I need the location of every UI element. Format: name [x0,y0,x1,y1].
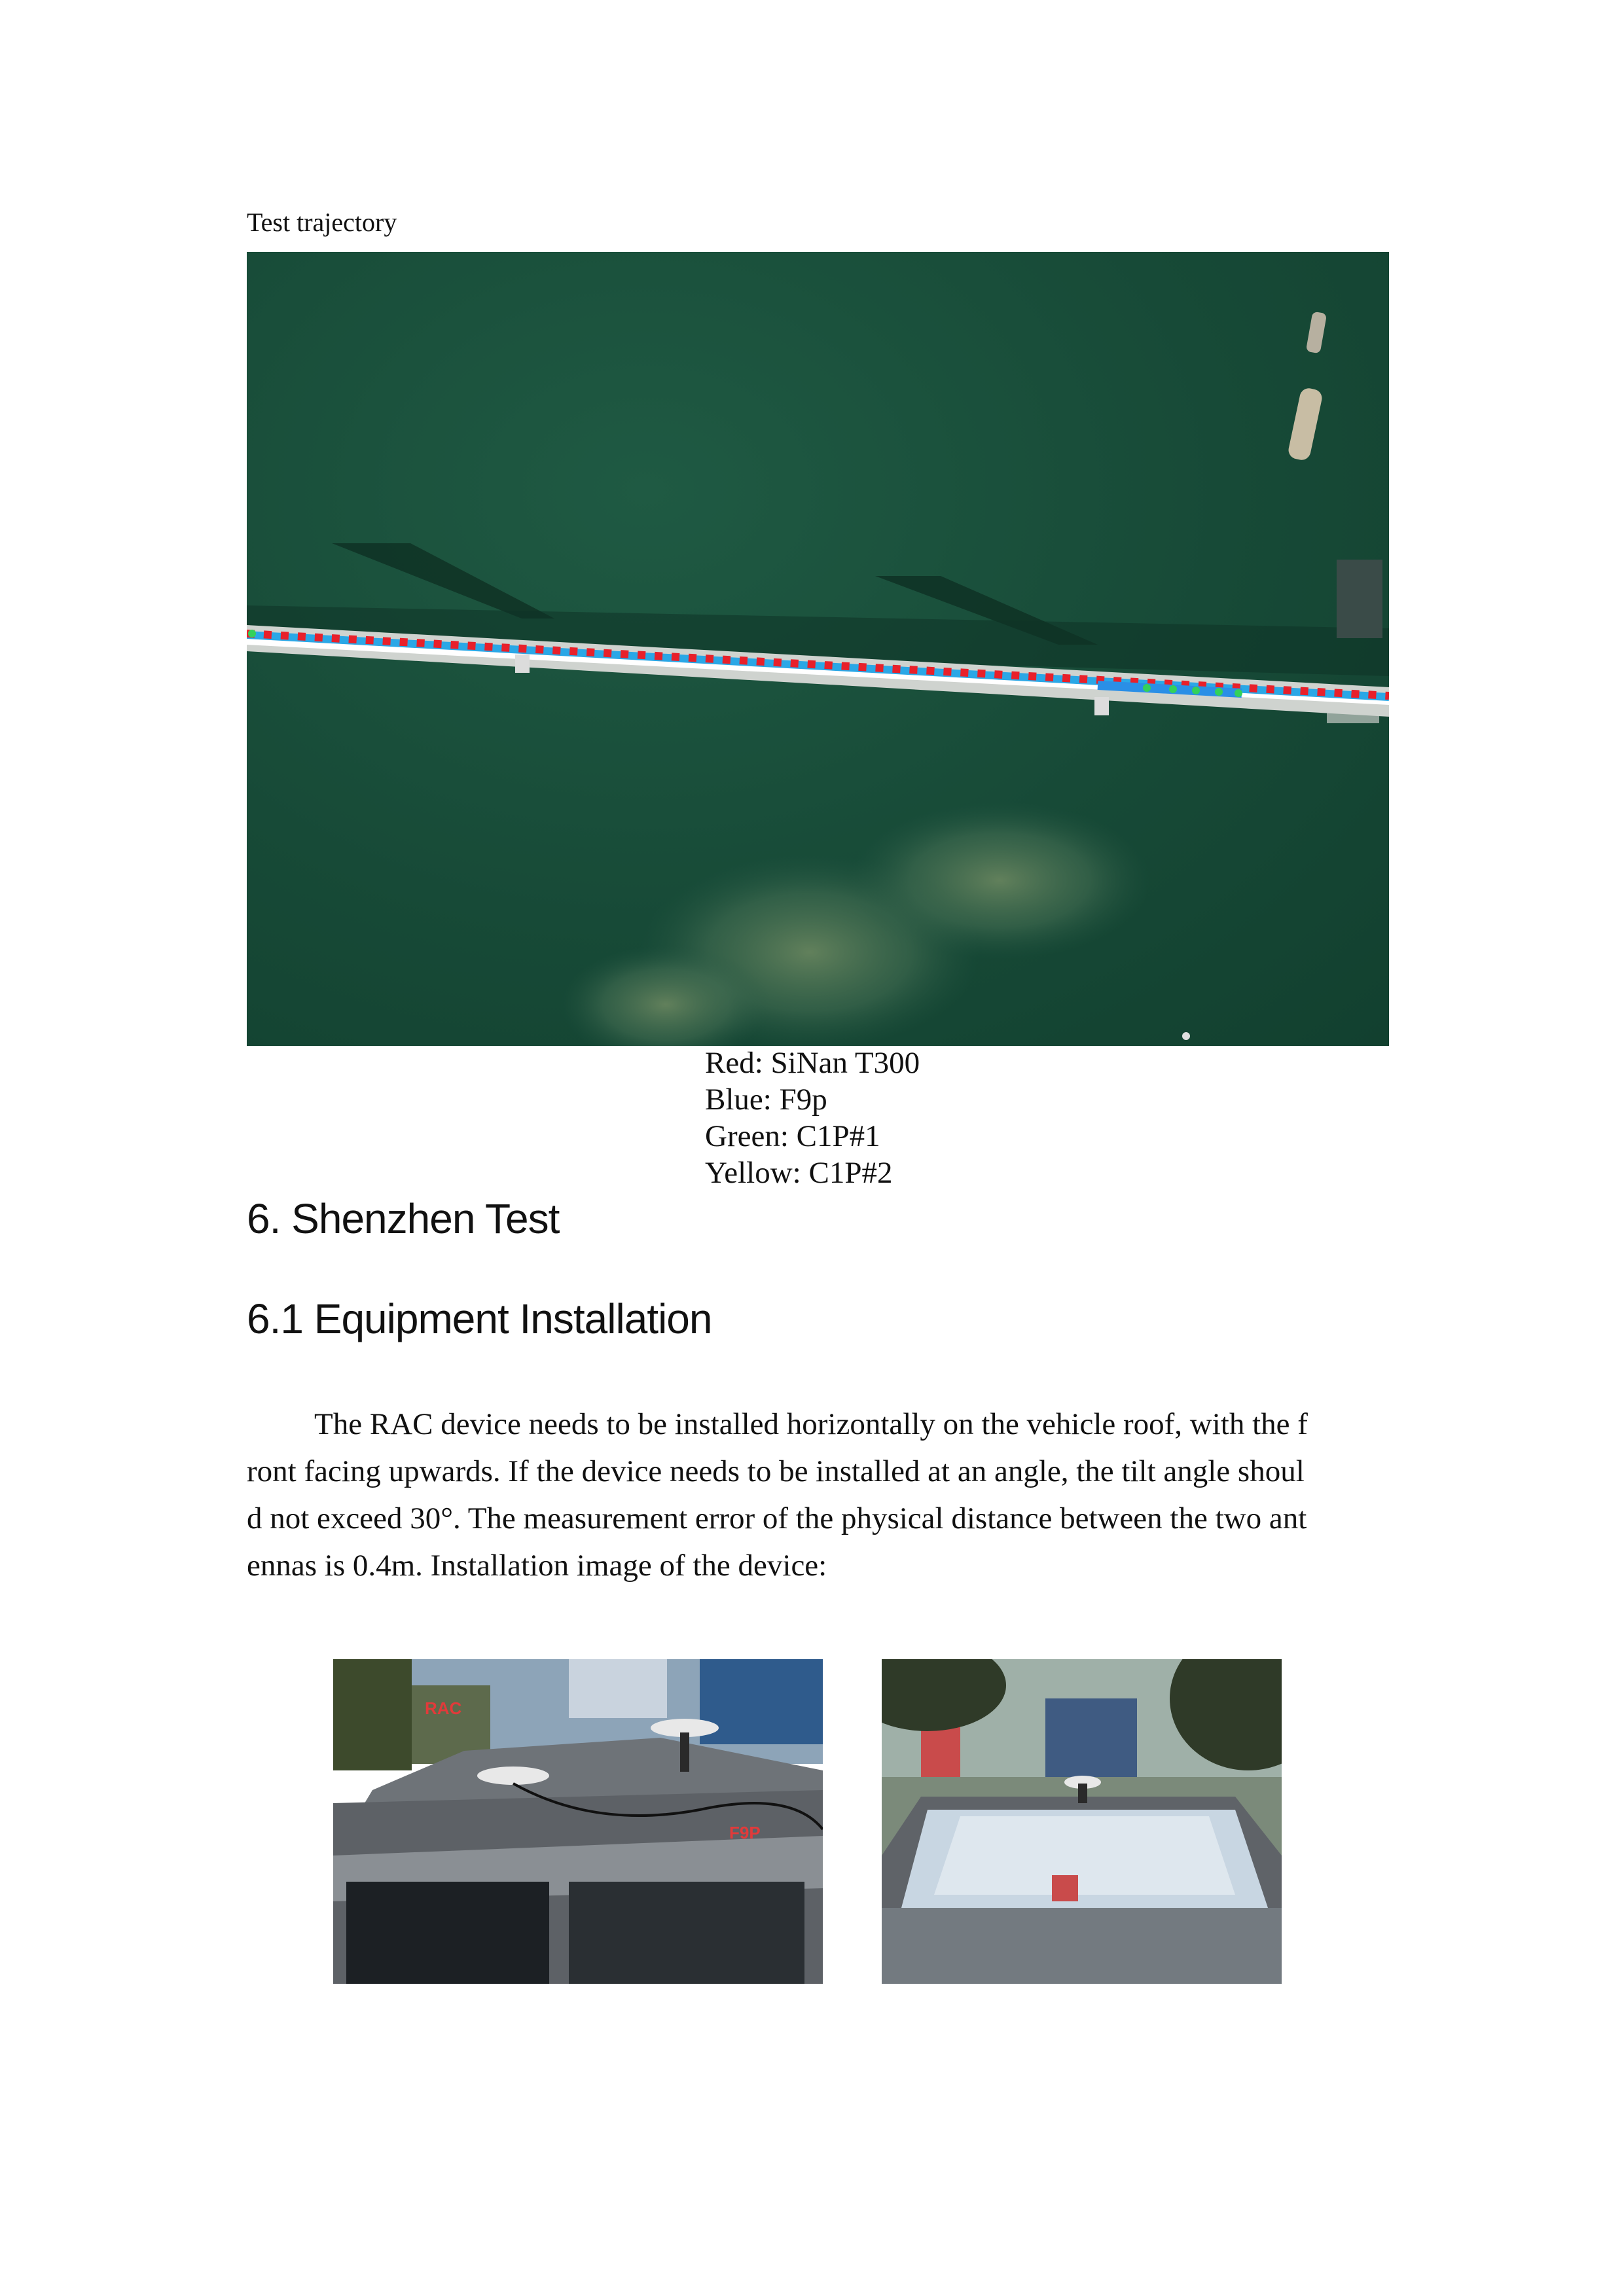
trajectory-legend [705,1045,920,1191]
trajectory-satellite-image [247,252,1389,1046]
trajectory-map-graphic [247,252,1389,1046]
legend-red: Red: SiNan T300 [705,1046,920,1080]
paragraph-line: d not exceed 30°. The measurement error of the physical distance between the two ant [247,1501,1307,1535]
paragraph-line: ront facing upwards. If the device needs to be installed at an angle, the tilt angle shoul [247,1454,1305,1488]
rac-label: RAC [425,1698,462,1718]
car-front-graphic [882,1659,1282,1984]
body-paragraph [247,1401,1389,1589]
f9p-label: F9P [729,1823,761,1842]
legend-yellow: Yellow: C1P#2 [705,1156,893,1190]
car-roof-side-graphic [333,1659,823,1984]
paragraph-line: ennas is 0.4m. Installation image of the device: [247,1549,827,1583]
figure-caption: Test trajectory [247,207,397,237]
legend-blue: Blue: F9p [705,1083,827,1117]
section-heading: 6. Shenzhen Test [247,1195,560,1242]
legend-green: Green: C1P#1 [705,1119,880,1153]
installation-photo-side [333,1659,823,1984]
subsection-heading: 6.1 Equipment Installation [247,1295,712,1342]
paragraph-line: The RAC device needs to be installed horizontally on the vehicle roof, with the f [314,1407,1308,1441]
installation-photo-front [882,1659,1282,1984]
